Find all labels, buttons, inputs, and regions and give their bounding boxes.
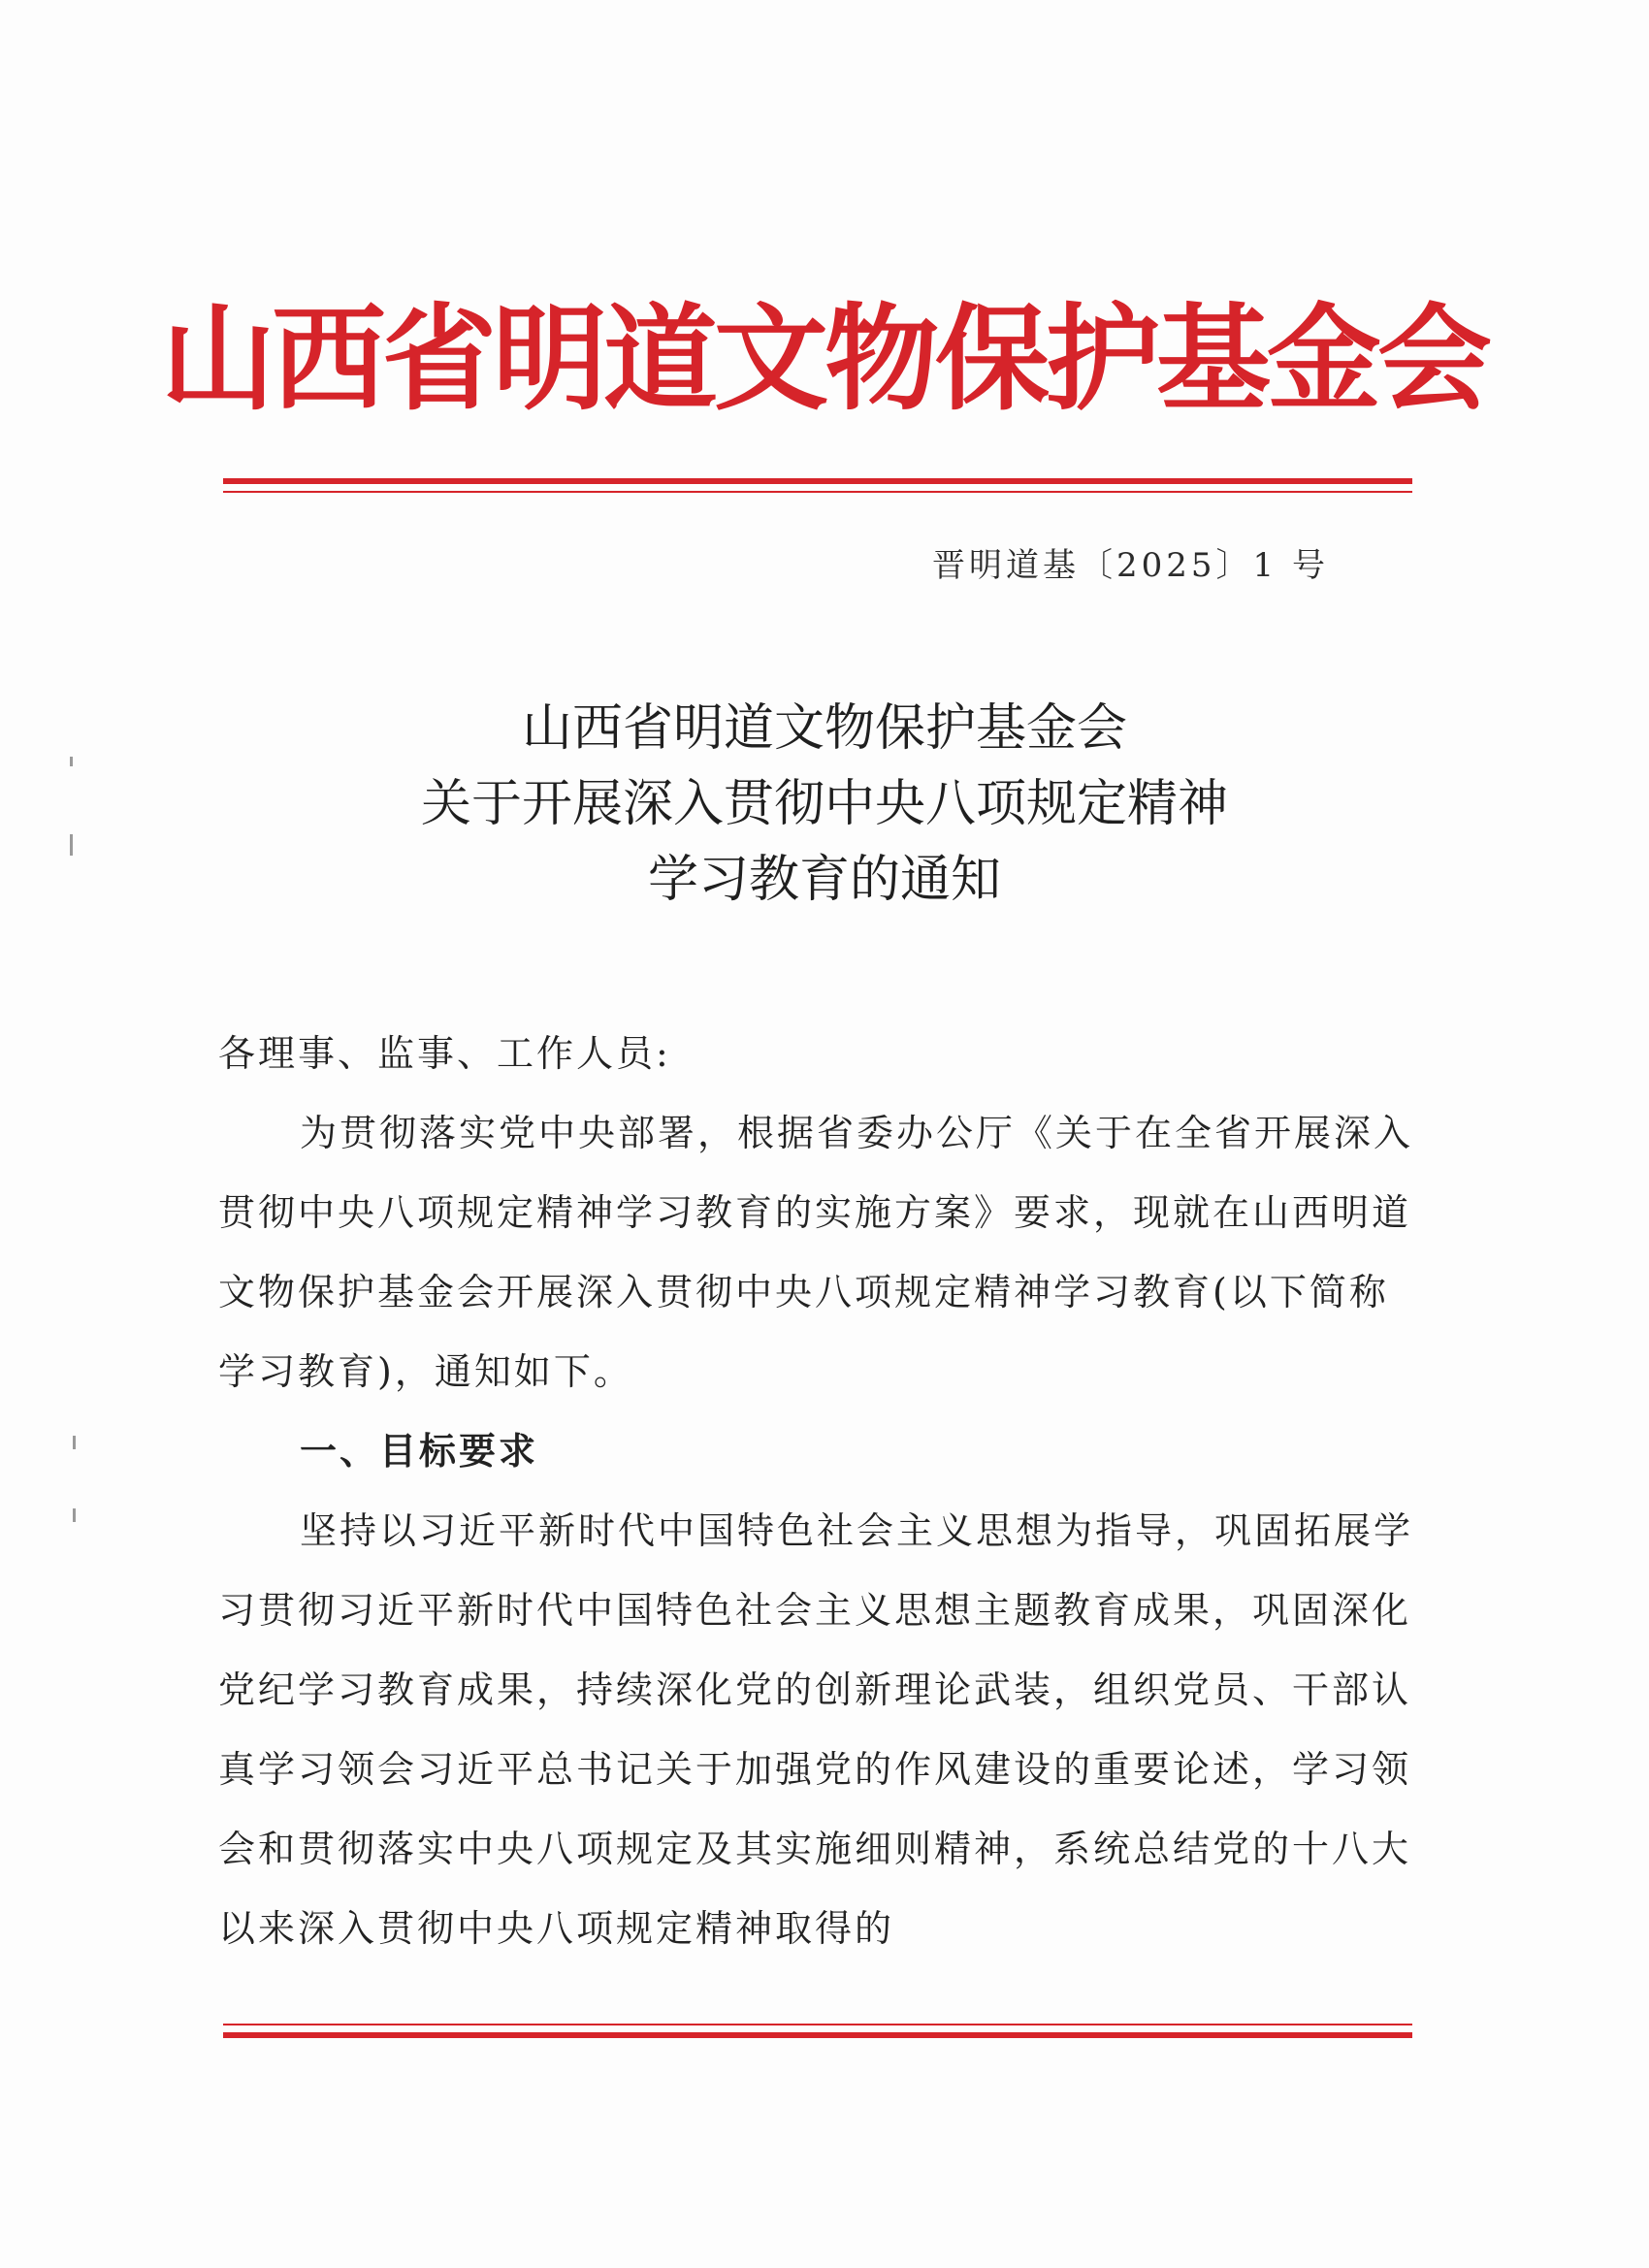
section-heading-1: 一、目标要求 (300, 1430, 539, 1473)
binding-mark (70, 834, 73, 856)
rule-thick-line (223, 478, 1412, 484)
title-line-2: 关于开展深入贯彻中央八项规定精神 (420, 775, 1228, 833)
document-title (0, 691, 1649, 918)
header-red-rule (223, 478, 1412, 493)
rule-thick-line (223, 2032, 1412, 2038)
binding-mark (73, 1508, 76, 1522)
organization-header: 山西省明道文物保护基金会 (160, 291, 1488, 426)
document-body (218, 1014, 1421, 1968)
title-line-3: 学习教育的通知 (647, 851, 1001, 909)
section-paragraph-1: 坚持以习近平新时代中国特色社会主义思想为指导，巩固拓展学习贯彻习近平新时代中国特色社会主义思想主题教育成果，巩固深化党纪学习教育成果，持续深化党的创新理论武装，组织党员、干部认真学习领会习近平总书记关于加强党的作风建设的重要论述，学习领会和贯彻落实中央八项规定及其实施细则精神，系统总结党的十八大以来深入贯彻中央八项规定精神取得的 (218, 1509, 1414, 1950)
rule-thin-line (223, 491, 1412, 493)
document-number: 晋明道基〔2025〕1 号 (932, 546, 1329, 585)
title-line-1: 山西省明道文物保护基金会 (521, 699, 1127, 758)
binding-mark (73, 1436, 76, 1449)
binding-mark (70, 757, 73, 766)
salutation: 各理事、监事、工作人员: (218, 1032, 671, 1075)
rule-thin-line (223, 2024, 1412, 2025)
intro-paragraph: 为贯彻落实党中央部署，根据省委办公厅《关于在全省开展深入贯彻中央八项规定精神学习教育的实施方案》要求，现就在山西明道文物保护基金会开展深入贯彻中央八项规定精神学习教育(以下简称学习教育)，通知如下。 (218, 1112, 1414, 1393)
footer-red-rule (223, 2024, 1412, 2038)
